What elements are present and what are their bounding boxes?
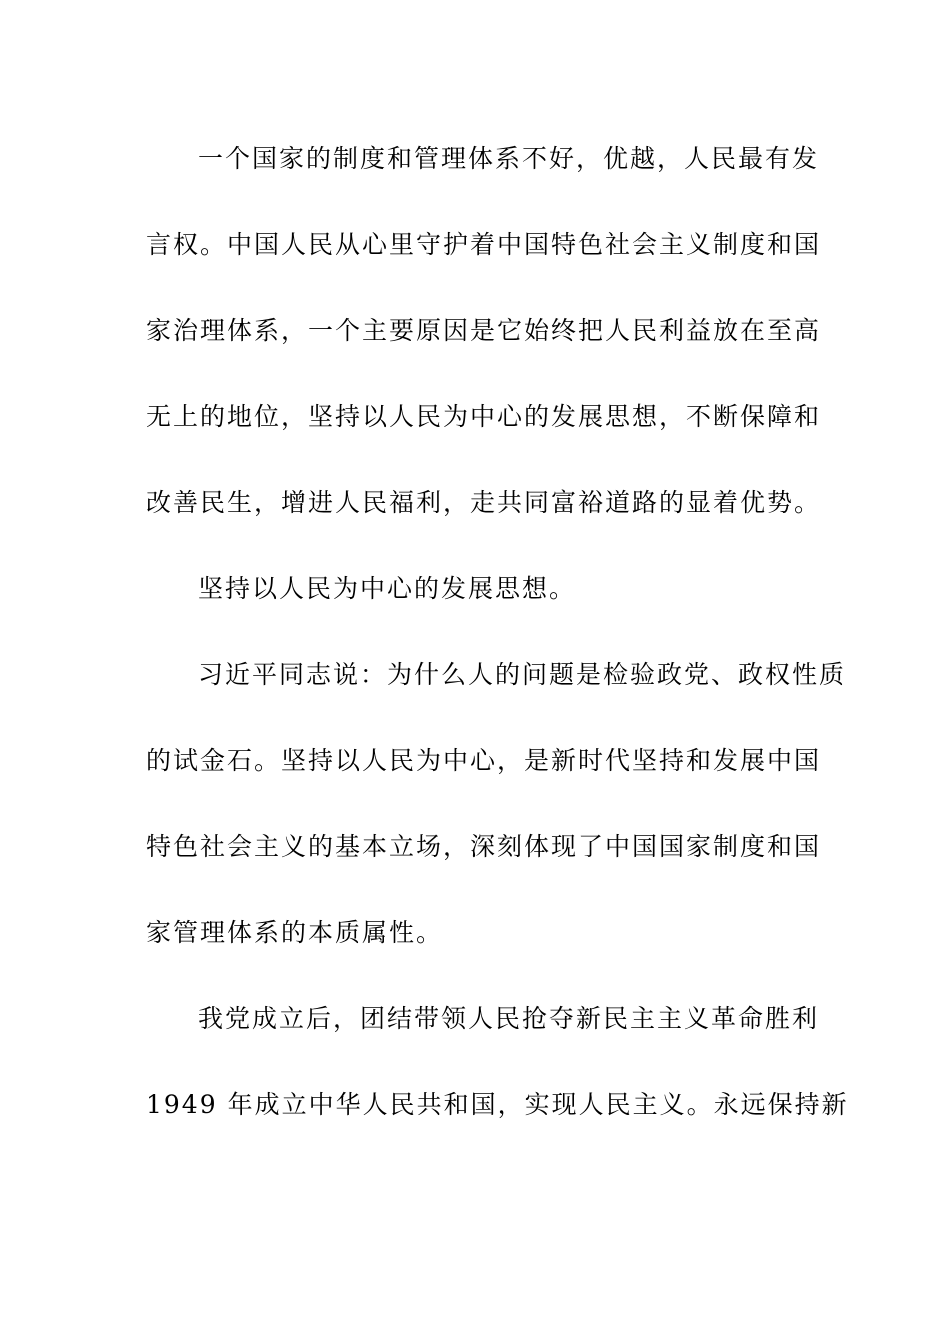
paragraph-4-line-1: 我党成立后，团结带领人民抢夺新民主主义革命胜利 (198, 1004, 820, 1033)
paragraph-2-line-1: 坚持以人民为中心的发展思想。 (198, 574, 577, 603)
paragraph-1-line-1: 一个国家的制度和管理体系不好，优越，人民最有发 (198, 144, 820, 173)
paragraph-1-line-3: 家治理体系，一个主要原因是它始终把人民利益放在至高 (146, 316, 822, 345)
body-text (146, 133, 849, 1165)
paragraph-3-line-4: 家管理体系的本质属性。 (146, 918, 444, 947)
paragraph-3-line-3: 特色社会主义的基本立场，深刻体现了中国国家制度和国 (146, 832, 822, 861)
paragraph-3-line-1: 习近平同志说：为什么人的问题是检验政党、政权性质 (198, 660, 847, 689)
paragraph-1-line-4: 无上的地位，坚持以人民为中心的发展思想，不断保障和 (146, 402, 822, 431)
paragraph-1-line-2: 言权。中国人民从心里守护着中国特色社会主义制度和国 (146, 230, 822, 259)
paragraph-4-line-2: 1949 年成立中华人民共和国，实现人民主义。永远保持新 (146, 1090, 849, 1119)
paragraph-3-line-2: 的试金石。坚持以人民为中心，是新时代坚持和发展中国 (146, 746, 822, 775)
paragraph-1-line-5: 改善民生，增进人民福利，走共同富裕道路的显着优势。 (146, 488, 822, 517)
